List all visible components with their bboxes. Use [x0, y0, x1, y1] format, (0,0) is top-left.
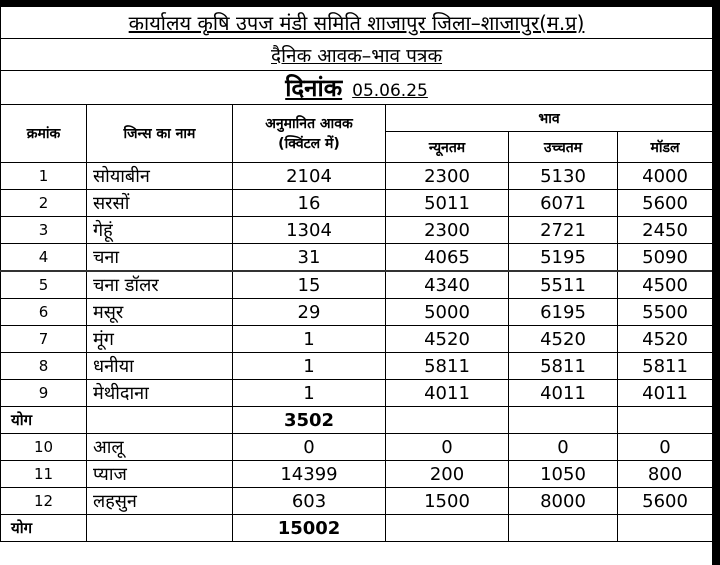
commodity-cell: प्याज — [87, 461, 233, 488]
total-label: योग — [1, 515, 87, 542]
header-max: उच्चतम — [509, 132, 618, 163]
header-arrival-line2: (क्विंटल में) — [278, 135, 340, 152]
commodity-cell: सरसों — [87, 190, 233, 217]
empty-cell — [87, 515, 233, 542]
commodity-cell: चना — [87, 244, 233, 272]
serial-cell: 4 — [1, 244, 87, 272]
min-price-cell: 0 — [386, 434, 509, 461]
max-price-cell: 4011 — [509, 380, 618, 407]
min-price-cell: 1500 — [386, 488, 509, 515]
arrival-cell: 16 — [233, 190, 386, 217]
commodity-cell: आलू — [87, 434, 233, 461]
page-title: कार्यालय कृषि उपज मंडी समिति शाजापुर जिला–शाजापुर(म.प्र) — [1, 7, 713, 39]
table-row — [1, 190, 713, 217]
min-price-cell: 2300 — [386, 217, 509, 244]
date-value: 05.06.25 — [352, 81, 428, 101]
arrival-cell: 1 — [233, 353, 386, 380]
arrival-cell: 1 — [233, 326, 386, 353]
max-price-cell: 5511 — [509, 271, 618, 299]
table-row — [1, 299, 713, 326]
table-row — [1, 163, 713, 190]
commodity-cell: चना डॉलर — [87, 271, 233, 299]
arrival-cell: 15 — [233, 271, 386, 299]
modal-price-cell: 4000 — [618, 163, 713, 190]
serial-cell: 12 — [1, 488, 87, 515]
empty-cell — [618, 407, 713, 434]
min-price-cell: 200 — [386, 461, 509, 488]
serial-cell: 9 — [1, 380, 87, 407]
header-commodity: जिन्स का नाम — [87, 105, 233, 163]
serial-cell: 6 — [1, 299, 87, 326]
max-price-cell: 5811 — [509, 353, 618, 380]
date-label: दिनांक — [285, 74, 343, 102]
header-min: न्यूनतम — [386, 132, 509, 163]
min-price-cell: 5000 — [386, 299, 509, 326]
header-modal: मॉडल — [618, 132, 713, 163]
commodity-cell: धनीया — [87, 353, 233, 380]
header-arrival — [233, 105, 386, 163]
table-row — [1, 244, 713, 272]
max-price-cell: 8000 — [509, 488, 618, 515]
header-price: भाव — [386, 105, 713, 132]
header-arrival-line1: अनुमानित आवक — [265, 115, 353, 132]
arrival-cell: 29 — [233, 299, 386, 326]
min-price-cell: 4011 — [386, 380, 509, 407]
empty-cell — [509, 515, 618, 542]
table-row — [1, 271, 713, 299]
page-subtitle: दैनिक आवक–भाव पत्रक — [1, 39, 713, 71]
min-price-cell: 4520 — [386, 326, 509, 353]
modal-price-cell: 5600 — [618, 488, 713, 515]
table-row — [1, 488, 713, 515]
total-value: 15002 — [233, 515, 386, 542]
modal-price-cell: 2450 — [618, 217, 713, 244]
arrival-cell: 31 — [233, 244, 386, 272]
total-label: योग — [1, 407, 87, 434]
table-row — [1, 326, 713, 353]
min-price-cell: 5011 — [386, 190, 509, 217]
serial-cell: 10 — [1, 434, 87, 461]
commodity-cell: सोयाबीन — [87, 163, 233, 190]
modal-price-cell: 5500 — [618, 299, 713, 326]
table-row — [1, 217, 713, 244]
empty-cell — [509, 407, 618, 434]
max-price-cell: 6071 — [509, 190, 618, 217]
modal-price-cell: 5811 — [618, 353, 713, 380]
total-row — [1, 515, 713, 542]
max-price-cell: 1050 — [509, 461, 618, 488]
price-table — [0, 6, 712, 542]
serial-cell: 2 — [1, 190, 87, 217]
arrival-cell: 14399 — [233, 461, 386, 488]
total-value: 3502 — [233, 407, 386, 434]
min-price-cell: 4065 — [386, 244, 509, 272]
modal-price-cell: 4011 — [618, 380, 713, 407]
arrival-cell: 2104 — [233, 163, 386, 190]
serial-cell: 7 — [1, 326, 87, 353]
max-price-cell: 4520 — [509, 326, 618, 353]
table-row — [1, 461, 713, 488]
max-price-cell: 5195 — [509, 244, 618, 272]
empty-cell — [386, 407, 509, 434]
min-price-cell: 5811 — [386, 353, 509, 380]
serial-cell: 11 — [1, 461, 87, 488]
arrival-cell: 0 — [233, 434, 386, 461]
total-row — [1, 407, 713, 434]
commodity-cell: मसूर — [87, 299, 233, 326]
table-row — [1, 380, 713, 407]
modal-price-cell: 4520 — [618, 326, 713, 353]
serial-cell: 5 — [1, 271, 87, 299]
commodity-cell: गेहूं — [87, 217, 233, 244]
modal-price-cell: 4500 — [618, 271, 713, 299]
date-cell — [1, 71, 713, 105]
price-sheet — [0, 6, 712, 565]
modal-price-cell: 0 — [618, 434, 713, 461]
max-price-cell: 5130 — [509, 163, 618, 190]
min-price-cell: 2300 — [386, 163, 509, 190]
commodity-cell: लहसुन — [87, 488, 233, 515]
arrival-cell: 1 — [233, 380, 386, 407]
serial-cell: 3 — [1, 217, 87, 244]
commodity-cell: मूंग — [87, 326, 233, 353]
table-row — [1, 353, 713, 380]
max-price-cell: 6195 — [509, 299, 618, 326]
empty-cell — [618, 515, 713, 542]
min-price-cell: 4340 — [386, 271, 509, 299]
serial-cell: 8 — [1, 353, 87, 380]
empty-cell — [87, 407, 233, 434]
serial-cell: 1 — [1, 163, 87, 190]
table-row — [1, 434, 713, 461]
arrival-cell: 1304 — [233, 217, 386, 244]
commodity-cell: मेथीदाना — [87, 380, 233, 407]
arrival-cell: 603 — [233, 488, 386, 515]
modal-price-cell: 800 — [618, 461, 713, 488]
max-price-cell: 0 — [509, 434, 618, 461]
empty-cell — [386, 515, 509, 542]
header-serial: क्रमांक — [1, 105, 87, 163]
max-price-cell: 2721 — [509, 217, 618, 244]
modal-price-cell: 5600 — [618, 190, 713, 217]
modal-price-cell: 5090 — [618, 244, 713, 272]
